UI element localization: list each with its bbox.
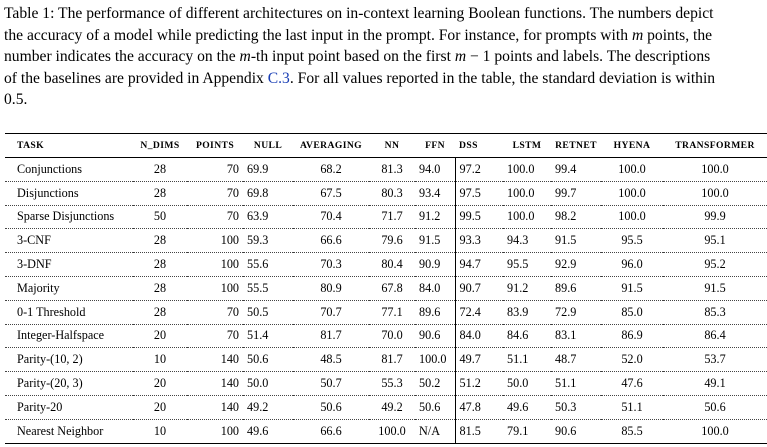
value-cell: 96.0: [601, 253, 663, 277]
value-cell: 28: [133, 229, 187, 253]
value-cell: 47.6: [601, 372, 663, 396]
value-cell: 100.0: [601, 158, 663, 182]
header-row: [5, 134, 767, 158]
value-cell: 49.1: [663, 372, 767, 396]
value-cell: 100: [187, 229, 243, 253]
column-header: NULL: [243, 134, 293, 158]
value-cell: 79.1: [503, 419, 551, 443]
value-cell: 49.6: [503, 395, 551, 419]
value-cell: 50.6: [243, 348, 293, 372]
value-cell: 50.6: [293, 395, 369, 419]
table-row: [5, 253, 767, 277]
value-cell: 91.5: [415, 229, 455, 253]
value-cell: 140: [187, 348, 243, 372]
value-cell: 90.6: [415, 324, 455, 348]
value-cell: 140: [187, 395, 243, 419]
value-cell: 49.2: [243, 395, 293, 419]
value-cell: 51.4: [243, 324, 293, 348]
value-cell: 70: [187, 205, 243, 229]
value-cell: 100.0: [601, 181, 663, 205]
value-cell: 140: [187, 372, 243, 396]
column-header: NN: [369, 134, 415, 158]
value-cell: 92.9: [551, 253, 601, 277]
value-cell: 85.3: [663, 300, 767, 324]
column-header: HYENA: [601, 134, 663, 158]
value-cell: 95.1: [663, 229, 767, 253]
value-cell: 95.5: [601, 229, 663, 253]
value-cell: 81.3: [369, 158, 415, 182]
column-header: AVERAGING: [293, 134, 369, 158]
value-cell: 93.3: [455, 229, 503, 253]
value-cell: 67.8: [369, 276, 415, 300]
value-cell: 50.6: [415, 395, 455, 419]
task-name-cell: Majority: [5, 276, 133, 300]
column-header: POINTS: [187, 134, 243, 158]
value-cell: 52.0: [601, 348, 663, 372]
column-header: TASK: [5, 134, 133, 158]
value-cell: 94.3: [503, 229, 551, 253]
value-cell: 28: [133, 253, 187, 277]
column-header: DSS: [455, 134, 503, 158]
value-cell: 51.1: [503, 348, 551, 372]
value-cell: 91.2: [415, 205, 455, 229]
value-cell: 49.2: [369, 395, 415, 419]
value-cell: 70.3: [293, 253, 369, 277]
value-cell: 93.4: [415, 181, 455, 205]
value-cell: 100: [187, 276, 243, 300]
value-cell: 51.1: [551, 372, 601, 396]
value-cell: 86.4: [663, 324, 767, 348]
value-cell: 50.7: [293, 372, 369, 396]
value-cell: 50.0: [503, 372, 551, 396]
task-name-cell: 3-CNF: [5, 229, 133, 253]
value-cell: 68.2: [293, 158, 369, 182]
value-cell: 83.9: [503, 300, 551, 324]
value-cell: 70: [187, 300, 243, 324]
value-cell: 99.9: [663, 205, 767, 229]
value-cell: 28: [133, 276, 187, 300]
table-row: [5, 395, 767, 419]
value-cell: 51.1: [601, 395, 663, 419]
value-cell: 89.6: [415, 300, 455, 324]
column-header: TRANSFORMER: [663, 134, 767, 158]
value-cell: 70: [187, 158, 243, 182]
value-cell: 70: [187, 181, 243, 205]
value-cell: 84.0: [455, 324, 503, 348]
value-cell: 49.6: [243, 419, 293, 443]
value-cell: 100.0: [663, 181, 767, 205]
value-cell: 86.9: [601, 324, 663, 348]
value-cell: 59.3: [243, 229, 293, 253]
task-name-cell: Integer-Halfspace: [5, 324, 133, 348]
value-cell: 97.5: [455, 181, 503, 205]
value-cell: 90.6: [551, 419, 601, 443]
value-cell: 91.5: [551, 229, 601, 253]
value-cell: 20: [133, 324, 187, 348]
value-cell: 50.0: [243, 372, 293, 396]
value-cell: 55.6: [243, 253, 293, 277]
value-cell: 66.6: [293, 419, 369, 443]
value-cell: 99.7: [551, 181, 601, 205]
value-cell: 70: [187, 324, 243, 348]
column-header: LSTM: [503, 134, 551, 158]
column-header: RETNET: [551, 134, 601, 158]
task-name-cell: Parity-(10, 2): [5, 348, 133, 372]
value-cell: 20: [133, 395, 187, 419]
table-row: [5, 419, 767, 443]
value-cell: 100.0: [503, 205, 551, 229]
value-cell: 91.5: [601, 276, 663, 300]
value-cell: 10: [133, 348, 187, 372]
value-cell: 100.0: [503, 158, 551, 182]
value-cell: N/A: [415, 419, 455, 443]
value-cell: 10: [133, 419, 187, 443]
value-cell: 48.7: [551, 348, 601, 372]
value-cell: 28: [133, 181, 187, 205]
value-cell: 85.5: [601, 419, 663, 443]
value-cell: 94.7: [455, 253, 503, 277]
value-cell: 100.0: [601, 205, 663, 229]
value-cell: 55.5: [243, 276, 293, 300]
task-name-cell: Sparse Disjunctions: [5, 205, 133, 229]
value-cell: 90.9: [415, 253, 455, 277]
results-table: [5, 133, 767, 444]
value-cell: 77.1: [369, 300, 415, 324]
value-cell: 90.7: [455, 276, 503, 300]
value-cell: 84.6: [503, 324, 551, 348]
value-cell: 100.0: [663, 158, 767, 182]
task-name-cell: Conjunctions: [5, 158, 133, 182]
value-cell: 49.7: [455, 348, 503, 372]
column-header: N_DIMS: [133, 134, 187, 158]
value-cell: 70.7: [293, 300, 369, 324]
task-name-cell: Parity-20: [5, 395, 133, 419]
value-cell: 70.0: [369, 324, 415, 348]
value-cell: 100.0: [663, 419, 767, 443]
value-cell: 83.1: [551, 324, 601, 348]
value-cell: 79.6: [369, 229, 415, 253]
value-cell: 51.2: [455, 372, 503, 396]
table-row: [5, 300, 767, 324]
value-cell: 80.3: [369, 181, 415, 205]
value-cell: 20: [133, 372, 187, 396]
table-row: [5, 158, 767, 182]
value-cell: 50.2: [415, 372, 455, 396]
value-cell: 85.0: [601, 300, 663, 324]
value-cell: 28: [133, 158, 187, 182]
value-cell: 50.3: [551, 395, 601, 419]
task-name-cell: 0-1 Threshold: [5, 300, 133, 324]
column-header: FFN: [415, 134, 455, 158]
value-cell: 71.7: [369, 205, 415, 229]
value-cell: 100.0: [369, 419, 415, 443]
value-cell: 89.6: [551, 276, 601, 300]
table-row: [5, 181, 767, 205]
value-cell: 97.2: [455, 158, 503, 182]
value-cell: 70.4: [293, 205, 369, 229]
value-cell: 84.0: [415, 276, 455, 300]
value-cell: 100.0: [415, 348, 455, 372]
value-cell: 91.5: [663, 276, 767, 300]
value-cell: 99.4: [551, 158, 601, 182]
value-cell: 50: [133, 205, 187, 229]
value-cell: 63.9: [243, 205, 293, 229]
value-cell: 80.9: [293, 276, 369, 300]
value-cell: 100: [187, 253, 243, 277]
table-caption: Table 1: The performance of different architectures on in-context learning Boolean functions. The numbers depict the accuracy of a model while predicting the last input in the prompt. For instance, for prompts with m points, the number indicates the accuracy on the m-th input point based on the first m − 1 points and labels. The descriptions of the baselines are provided in Appendix C.3. For all values reported in the table, the standard deviation is within 0.5.: [4, 5, 716, 109]
value-cell: 69.8: [243, 181, 293, 205]
value-cell: 50.5: [243, 300, 293, 324]
value-cell: 67.5: [293, 181, 369, 205]
task-name-cell: Parity-(20, 3): [5, 372, 133, 396]
value-cell: 81.5: [455, 419, 503, 443]
value-cell: 50.6: [663, 395, 767, 419]
table-row: [5, 229, 767, 253]
task-name-cell: 3-DNF: [5, 253, 133, 277]
value-cell: 55.3: [369, 372, 415, 396]
value-cell: 100.0: [503, 181, 551, 205]
table-row: [5, 324, 767, 348]
value-cell: 47.8: [455, 395, 503, 419]
value-cell: 66.6: [293, 229, 369, 253]
table-row: [5, 372, 767, 396]
value-cell: 91.2: [503, 276, 551, 300]
task-name-cell: Nearest Neighbor: [5, 419, 133, 443]
appendix-link[interactable]: C.3: [267, 69, 290, 87]
value-cell: 98.2: [551, 205, 601, 229]
value-cell: 48.5: [293, 348, 369, 372]
table-row: [5, 276, 767, 300]
value-cell: 81.7: [369, 348, 415, 372]
value-cell: 94.0: [415, 158, 455, 182]
task-name-cell: Disjunctions: [5, 181, 133, 205]
value-cell: 69.9: [243, 158, 293, 182]
table-row: [5, 205, 767, 229]
value-cell: 53.7: [663, 348, 767, 372]
table-row: [5, 348, 767, 372]
value-cell: 72.9: [551, 300, 601, 324]
value-cell: 72.4: [455, 300, 503, 324]
value-cell: 99.5: [455, 205, 503, 229]
value-cell: 80.4: [369, 253, 415, 277]
value-cell: 100: [187, 419, 243, 443]
value-cell: 81.7: [293, 324, 369, 348]
value-cell: 28: [133, 300, 187, 324]
value-cell: 95.2: [663, 253, 767, 277]
value-cell: 95.5: [503, 253, 551, 277]
